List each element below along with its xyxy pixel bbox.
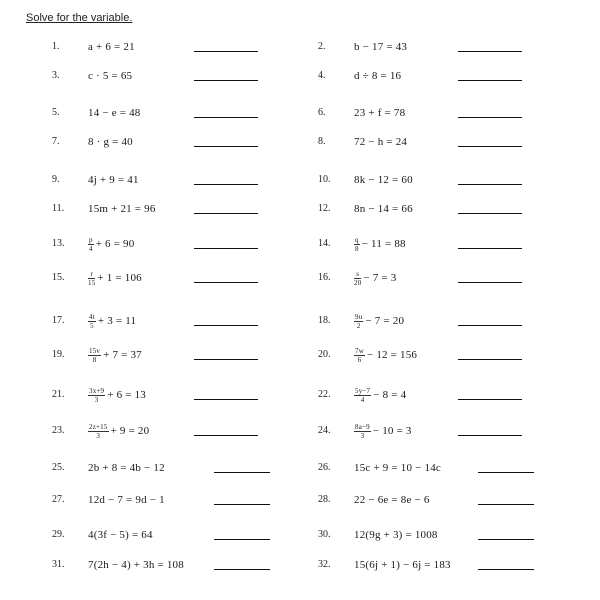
fraction bbox=[354, 270, 361, 287]
problem-equation bbox=[88, 103, 141, 123]
answer-blank[interactable] bbox=[214, 472, 270, 473]
equation-rest: − 8 = 4 bbox=[373, 389, 407, 401]
answer-blank[interactable] bbox=[194, 80, 258, 81]
problem-number: 9. bbox=[52, 174, 60, 185]
equation-rest: − 7 = 20 bbox=[365, 315, 405, 327]
equation-text: 8n − 14 = 66 bbox=[354, 203, 413, 215]
equation-text: 2b + 8 = 4b − 12 bbox=[88, 462, 165, 474]
problem-number: 25. bbox=[52, 462, 65, 473]
equation-text: d ÷ 8 = 16 bbox=[354, 70, 402, 82]
problem-equation bbox=[88, 385, 146, 405]
problem-27 bbox=[52, 490, 312, 510]
problem-equation bbox=[354, 199, 413, 219]
fraction bbox=[88, 270, 95, 287]
answer-blank[interactable] bbox=[458, 282, 522, 283]
problem-equation bbox=[354, 555, 451, 575]
answer-blank[interactable] bbox=[458, 248, 522, 249]
answer-blank[interactable] bbox=[458, 80, 522, 81]
problem-number: 17. bbox=[52, 315, 65, 326]
fraction bbox=[88, 313, 96, 330]
answer-blank[interactable] bbox=[478, 569, 534, 570]
problem-equation bbox=[354, 132, 407, 152]
problem-number: 21. bbox=[52, 389, 65, 400]
problem-32 bbox=[318, 555, 578, 575]
problem-20 bbox=[318, 345, 578, 365]
problem-equation bbox=[354, 311, 404, 331]
problem-equation bbox=[88, 421, 149, 441]
problem-equation bbox=[88, 37, 135, 57]
fraction-denominator: 5 bbox=[90, 321, 94, 330]
problem-17 bbox=[52, 311, 312, 331]
problem-equation bbox=[354, 525, 438, 545]
problem-14 bbox=[318, 234, 578, 254]
fraction bbox=[88, 236, 94, 253]
problem-25 bbox=[52, 458, 312, 478]
equation-text: 15c + 9 = 10 − 14c bbox=[354, 462, 441, 474]
fraction bbox=[88, 387, 105, 404]
problem-equation bbox=[354, 234, 406, 254]
problem-19 bbox=[52, 345, 312, 365]
fraction-numerator: 3x+9 bbox=[89, 386, 105, 395]
problem-18 bbox=[318, 311, 578, 331]
problem-equation bbox=[88, 311, 136, 331]
equation-rest: + 3 = 11 bbox=[97, 315, 137, 327]
answer-blank[interactable] bbox=[478, 539, 534, 540]
fraction-numerator: q bbox=[355, 235, 359, 244]
problem-equation bbox=[88, 199, 156, 219]
equation-rest: − 11 = 88 bbox=[361, 238, 406, 250]
answer-blank[interactable] bbox=[194, 213, 258, 214]
fraction bbox=[354, 313, 363, 330]
problem-equation bbox=[88, 525, 153, 545]
fraction-numerator: 9u bbox=[355, 312, 363, 321]
problem-number: 26. bbox=[318, 462, 331, 473]
problem-3 bbox=[52, 66, 312, 86]
problem-5 bbox=[52, 103, 312, 123]
problem-equation bbox=[88, 458, 165, 478]
problem-number: 27. bbox=[52, 494, 65, 505]
problem-23 bbox=[52, 421, 312, 441]
fraction-numerator: 5y−7 bbox=[355, 386, 371, 395]
equation-text: 8k − 12 = 60 bbox=[354, 174, 413, 186]
problem-number: 11. bbox=[52, 203, 65, 214]
problem-22 bbox=[318, 385, 578, 405]
fraction-numerator: 7w bbox=[355, 346, 364, 355]
answer-blank[interactable] bbox=[458, 213, 522, 214]
problem-number: 10. bbox=[318, 174, 331, 185]
fraction-numerator: 4t bbox=[89, 312, 95, 321]
problem-number: 32. bbox=[318, 559, 331, 570]
problem-13 bbox=[52, 234, 312, 254]
problem-15 bbox=[52, 268, 312, 288]
answer-blank[interactable] bbox=[194, 282, 258, 283]
problem-26 bbox=[318, 458, 578, 478]
fraction-denominator: 20 bbox=[354, 278, 362, 287]
fraction-denominator: 3 bbox=[94, 395, 99, 404]
equation-text: 4j + 9 = 41 bbox=[88, 174, 139, 186]
fraction-denominator: 8 bbox=[355, 244, 359, 253]
problem-number: 12. bbox=[318, 203, 331, 214]
problem-number: 19. bbox=[52, 349, 65, 360]
problem-number: 3. bbox=[52, 70, 60, 81]
fraction-denominator: 4 bbox=[360, 395, 365, 404]
answer-blank[interactable] bbox=[458, 359, 522, 360]
problem-number: 15. bbox=[52, 272, 65, 283]
problem-7 bbox=[52, 132, 312, 152]
problem-number: 29. bbox=[52, 529, 65, 540]
problem-29 bbox=[52, 525, 312, 545]
problem-31 bbox=[52, 555, 312, 575]
fraction-denominator: 6 bbox=[357, 355, 362, 364]
answer-blank[interactable] bbox=[458, 184, 522, 185]
problem-9 bbox=[52, 170, 312, 190]
fraction-numerator: 2z+15 bbox=[89, 422, 108, 431]
problem-number: 22. bbox=[318, 389, 331, 400]
fraction bbox=[354, 423, 371, 440]
fraction-numerator: s bbox=[354, 270, 361, 279]
answer-blank[interactable] bbox=[194, 325, 258, 326]
problem-number: 31. bbox=[52, 559, 65, 570]
problem-21 bbox=[52, 385, 312, 405]
fraction-denominator: 15 bbox=[88, 278, 96, 287]
fraction bbox=[354, 387, 371, 404]
equation-text: b − 17 = 43 bbox=[354, 41, 408, 53]
worksheet-title: Solve for the variable. bbox=[26, 12, 133, 24]
equation-text: 7(2h − 4) + 3h = 108 bbox=[88, 559, 184, 571]
problem-equation bbox=[354, 458, 441, 478]
fraction-denominator: 3 bbox=[96, 431, 101, 440]
fraction-denominator: 3 bbox=[360, 431, 365, 440]
fraction-numerator: 8a−9 bbox=[355, 422, 370, 431]
equation-text: 15(6j + 1) − 6j = 183 bbox=[354, 559, 451, 571]
equation-text: 8 · g = 40 bbox=[88, 136, 133, 148]
problem-4 bbox=[318, 66, 578, 86]
equation-rest: − 10 = 3 bbox=[372, 425, 412, 437]
answer-blank[interactable] bbox=[214, 569, 270, 570]
equation-rest: + 6 = 90 bbox=[95, 238, 135, 250]
problem-number: 30. bbox=[318, 529, 331, 540]
problem-number: 20. bbox=[318, 349, 331, 360]
problem-equation bbox=[88, 345, 142, 365]
equation-text: 14 − e = 48 bbox=[88, 107, 141, 119]
fraction-numerator: 15v bbox=[89, 346, 101, 355]
answer-blank[interactable] bbox=[458, 435, 522, 436]
fraction bbox=[88, 423, 109, 440]
problem-number: 5. bbox=[52, 107, 60, 118]
equation-text: 22 − 6e = 8e − 6 bbox=[354, 494, 430, 506]
answer-blank[interactable] bbox=[214, 504, 270, 505]
problem-24 bbox=[318, 421, 578, 441]
problem-number: 7. bbox=[52, 136, 60, 147]
problem-equation bbox=[354, 385, 406, 405]
equation-rest: + 6 = 13 bbox=[107, 389, 147, 401]
problem-number: 24. bbox=[318, 425, 331, 436]
equation-rest: + 7 = 37 bbox=[103, 349, 142, 361]
problem-equation bbox=[354, 103, 405, 123]
answer-blank[interactable] bbox=[194, 248, 258, 249]
answer-blank[interactable] bbox=[458, 399, 522, 400]
problem-number: 4. bbox=[318, 70, 326, 81]
problem-number: 2. bbox=[318, 41, 326, 52]
problem-11 bbox=[52, 199, 312, 219]
equation-text: a + 6 = 21 bbox=[88, 41, 135, 53]
equation-text: c · 5 = 65 bbox=[88, 70, 133, 82]
problem-2 bbox=[318, 37, 578, 57]
problem-equation bbox=[88, 132, 133, 152]
problem-number: 6. bbox=[318, 107, 326, 118]
answer-blank[interactable] bbox=[194, 435, 258, 436]
problem-equation bbox=[354, 345, 417, 365]
problem-1 bbox=[52, 37, 312, 57]
problem-30 bbox=[318, 525, 578, 545]
answer-blank[interactable] bbox=[194, 146, 258, 147]
equation-text: 12(9g + 3) = 1008 bbox=[354, 529, 438, 541]
problem-equation bbox=[354, 490, 430, 510]
problem-equation bbox=[88, 555, 184, 575]
answer-blank[interactable] bbox=[458, 325, 522, 326]
fraction-denominator: 8 bbox=[92, 355, 97, 364]
problem-8 bbox=[318, 132, 578, 152]
equation-text: 4(3f − 5) = 64 bbox=[88, 529, 153, 541]
answer-blank[interactable] bbox=[194, 117, 258, 118]
equation-text: 23 + f = 78 bbox=[354, 107, 406, 119]
equation-rest: − 12 = 156 bbox=[366, 349, 418, 361]
equation-rest: + 9 = 20 bbox=[110, 425, 150, 437]
problem-number: 16. bbox=[318, 272, 331, 283]
fraction-denominator: 2 bbox=[356, 321, 361, 330]
answer-blank[interactable] bbox=[458, 146, 522, 147]
equation-rest: + 1 = 106 bbox=[97, 272, 142, 284]
problem-equation bbox=[88, 490, 165, 510]
fraction bbox=[88, 347, 101, 364]
answer-blank[interactable] bbox=[194, 359, 258, 360]
problem-equation bbox=[88, 170, 139, 190]
problem-number: 14. bbox=[318, 238, 331, 249]
answer-blank[interactable] bbox=[194, 184, 258, 185]
equation-text: 15m + 21 = 96 bbox=[88, 203, 156, 215]
problem-equation bbox=[354, 421, 412, 441]
problem-equation bbox=[354, 37, 407, 57]
problem-number: 18. bbox=[318, 315, 331, 326]
answer-blank[interactable] bbox=[458, 51, 522, 52]
fraction-numerator: p bbox=[89, 235, 93, 244]
fraction bbox=[354, 236, 360, 253]
problem-equation bbox=[354, 66, 401, 86]
problem-number: 23. bbox=[52, 425, 65, 436]
answer-blank[interactable] bbox=[194, 399, 258, 400]
problem-10 bbox=[318, 170, 578, 190]
answer-blank[interactable] bbox=[194, 51, 258, 52]
problem-equation bbox=[354, 268, 396, 288]
problem-28 bbox=[318, 490, 578, 510]
answer-blank[interactable] bbox=[478, 472, 534, 473]
problem-number: 8. bbox=[318, 136, 326, 147]
problem-6 bbox=[318, 103, 578, 123]
fraction-denominator: 4 bbox=[89, 244, 93, 253]
problem-number: 28. bbox=[318, 494, 331, 505]
answer-blank[interactable] bbox=[214, 539, 270, 540]
problem-equation bbox=[88, 66, 132, 86]
problem-16 bbox=[318, 268, 578, 288]
equation-text: 12d − 7 = 9d − 1 bbox=[88, 494, 165, 506]
equation-rest: − 7 = 3 bbox=[363, 272, 397, 284]
answer-blank[interactable] bbox=[458, 117, 522, 118]
fraction bbox=[354, 347, 365, 364]
problem-equation bbox=[88, 234, 134, 254]
fraction-numerator: r bbox=[88, 270, 95, 279]
problem-12 bbox=[318, 199, 578, 219]
answer-blank[interactable] bbox=[478, 504, 534, 505]
problem-number: 1. bbox=[52, 41, 60, 52]
problem-number: 13. bbox=[52, 238, 65, 249]
problem-equation bbox=[354, 170, 413, 190]
problem-equation bbox=[88, 268, 142, 288]
equation-text: 72 − h = 24 bbox=[354, 136, 408, 148]
